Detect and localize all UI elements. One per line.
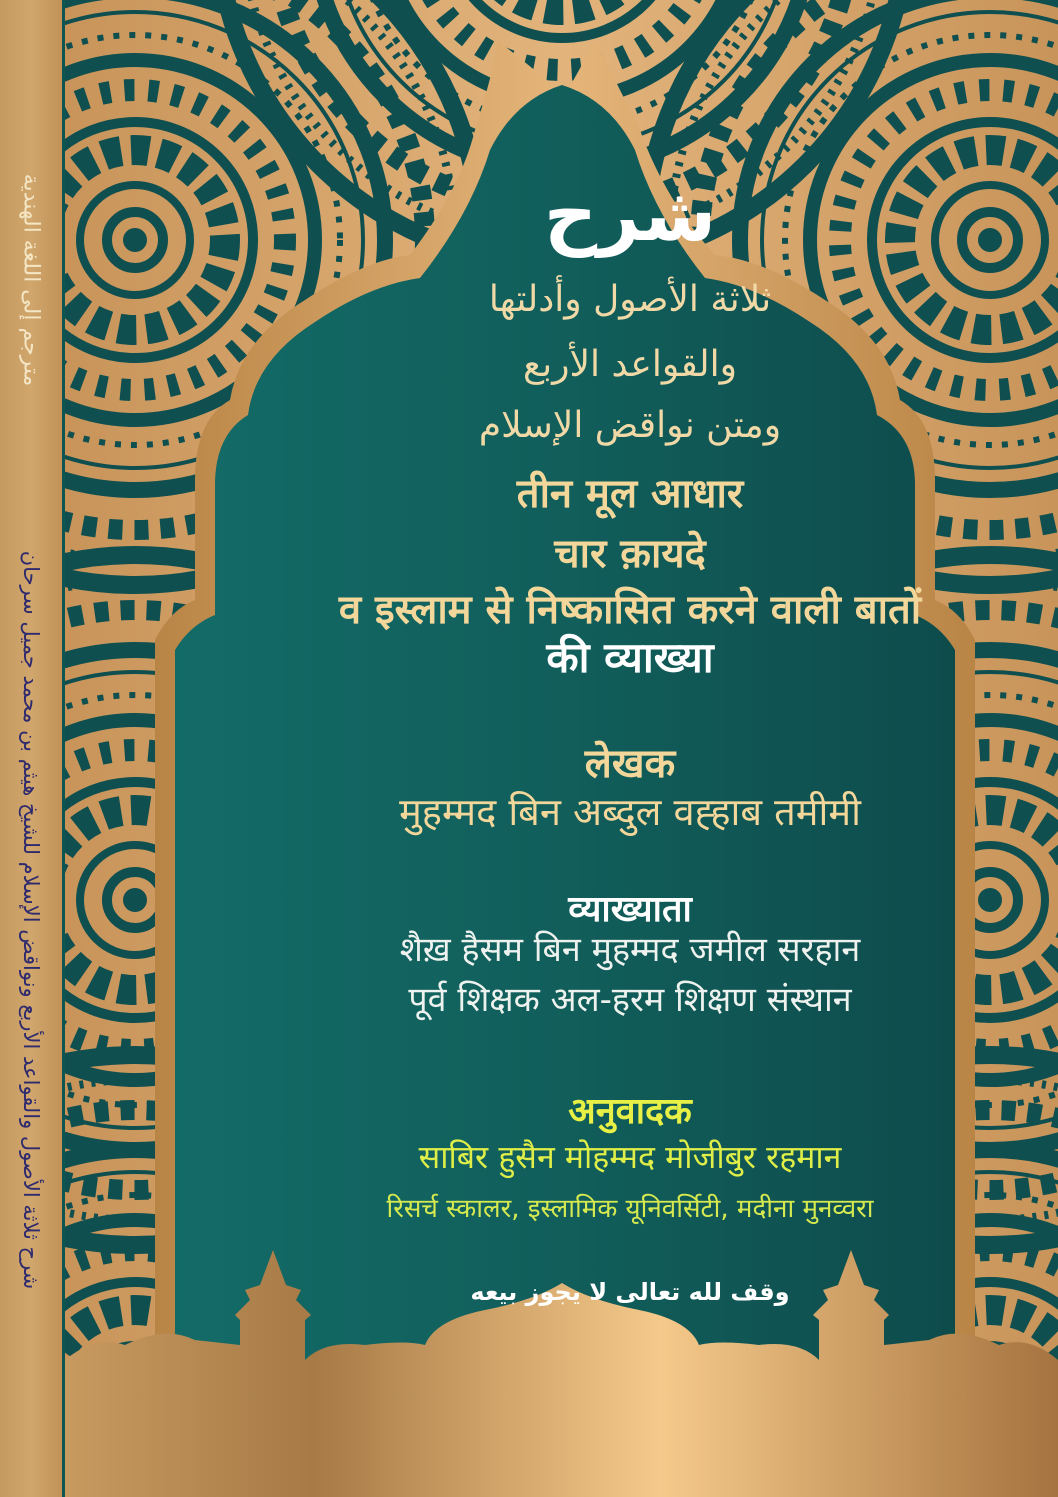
spine-book-title: شرح ثلاثة الأصول والقواعد الأربع ونواقض الإسلام للشيخ هيثم بن محمد جميل سرحان [19, 550, 43, 1290]
commentator-title: पूर्व शिक्षक अल-हरम शिक्षण संस्थान [408, 980, 852, 1020]
translator-name: साबिर हुसैन मोहम्मद मोजीबुर रहमान [418, 1138, 842, 1176]
hindi-title-final: की व्याख्या [546, 633, 714, 682]
arabic-subtitle-line-1: ثلاثة الأصول وأدلتها [488, 279, 772, 320]
hindi-title-line-2: चार क़ायदे [554, 531, 706, 577]
translator-title: रिसर्च स्कालर, इस्लामिक यूनिवर्सिटी, मदीना मुनव्वरा [386, 1194, 874, 1224]
translator-label: अनुवादक [568, 1091, 692, 1132]
arabic-subtitle-line-2: والقواعد الأربع [522, 344, 738, 385]
author-name: मुहम्मद बिन अब्दुल वह्हाब तमीमी [399, 790, 861, 834]
spine-translated-note: مترجم إلى اللغة الهندية [18, 173, 44, 387]
spine-text-area [0, 0, 62, 1497]
commentator-name: शैख़ हैसम बिन मुहम्मद जमील सरहान [399, 930, 861, 970]
commentator-label: व्याख्याता [568, 889, 692, 930]
arabic-subtitle-line-3: ومتن نواقض الإسلام [478, 405, 782, 446]
hindi-title-line-1: तीन मूल आधार [516, 471, 744, 517]
hindi-title-line-3: व इस्लाम से निष्कासित करने वाली बातों [338, 587, 922, 633]
book-front-cover [65, 0, 1058, 1497]
author-label: लेखक [584, 741, 676, 787]
waqf-notice: وقف لله تعالى لا يجوز بيعه [470, 1278, 790, 1306]
arabic-title: شرح [543, 172, 717, 258]
cover-text-area [240, 0, 1020, 1497]
